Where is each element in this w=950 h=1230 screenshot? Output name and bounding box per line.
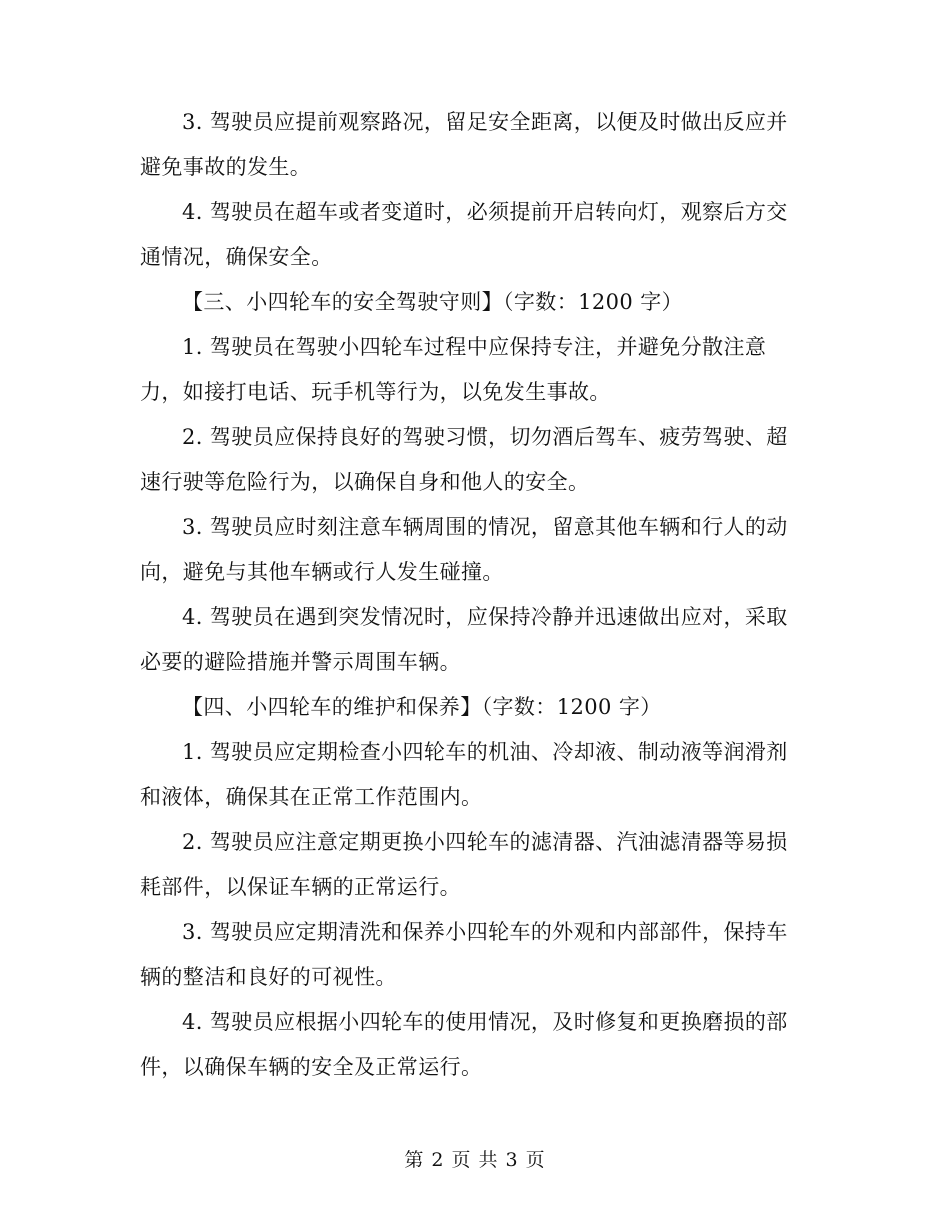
page-number-footer: 第 2 页 共 3 页 <box>404 1149 546 1171</box>
paragraph-maintenance-4: 4. 驾驶员应根据小四轮车的使用情况，及时修复和更换磨损的部件，以确保车辆的安全及正常运行。 <box>140 1010 788 1079</box>
paragraph-maintenance-3: 3. 驾驶员应定期清洗和保养小四轮车的外观和内部部件，保持车辆的整洁和良好的可视性。 <box>140 920 788 989</box>
paragraph-driving-4: 4. 驾驶员在超车或者变道时，必须提前开启转向灯，观察后方交通情况，确保安全。 <box>140 200 788 269</box>
paragraph-safety-3: 3. 驾驶员应时刻注意车辆周围的情况，留意其他车辆和行人的动向，避免与其他车辆或行人发生碰撞。 <box>140 515 788 584</box>
paragraph-driving-3: 3. 驾驶员应提前观察路况，留足安全距离，以便及时做出反应并避免事故的发生。 <box>140 110 788 179</box>
document-body <box>140 100 808 1090</box>
paragraph-safety-4: 4. 驾驶员在遇到突发情况时，应保持冷静并迅速做出应对，采取必要的避险措施并警示周围车辆。 <box>140 605 788 674</box>
paragraph-maintenance-1: 1. 驾驶员应定期检查小四轮车的机油、冷却液、制动液等润滑剂和液体，确保其在正常工作范围内。 <box>140 740 788 809</box>
section-heading-safety-rules: 【三、小四轮车的安全驾驶守则】（字数：1200 字） <box>182 290 684 314</box>
section-heading-maintenance: 【四、小四轮车的维护和保养】（字数：1200 字） <box>182 695 662 719</box>
paragraph-safety-2: 2. 驾驶员应保持良好的驾驶习惯，切勿酒后驾车、疲劳驾驶、超速行驶等危险行为，以确保自身和他人的安全。 <box>140 425 788 494</box>
paragraph-safety-1: 1. 驾驶员在驾驶小四轮车过程中应保持专注，并避免分散注意力，如接打电话、玩手机等行为，以免发生事故。 <box>140 335 767 404</box>
paragraph-maintenance-2: 2. 驾驶员应注意定期更换小四轮车的滤清器、汽油滤清器等易损耗部件，以保证车辆的正常运行。 <box>140 830 788 899</box>
